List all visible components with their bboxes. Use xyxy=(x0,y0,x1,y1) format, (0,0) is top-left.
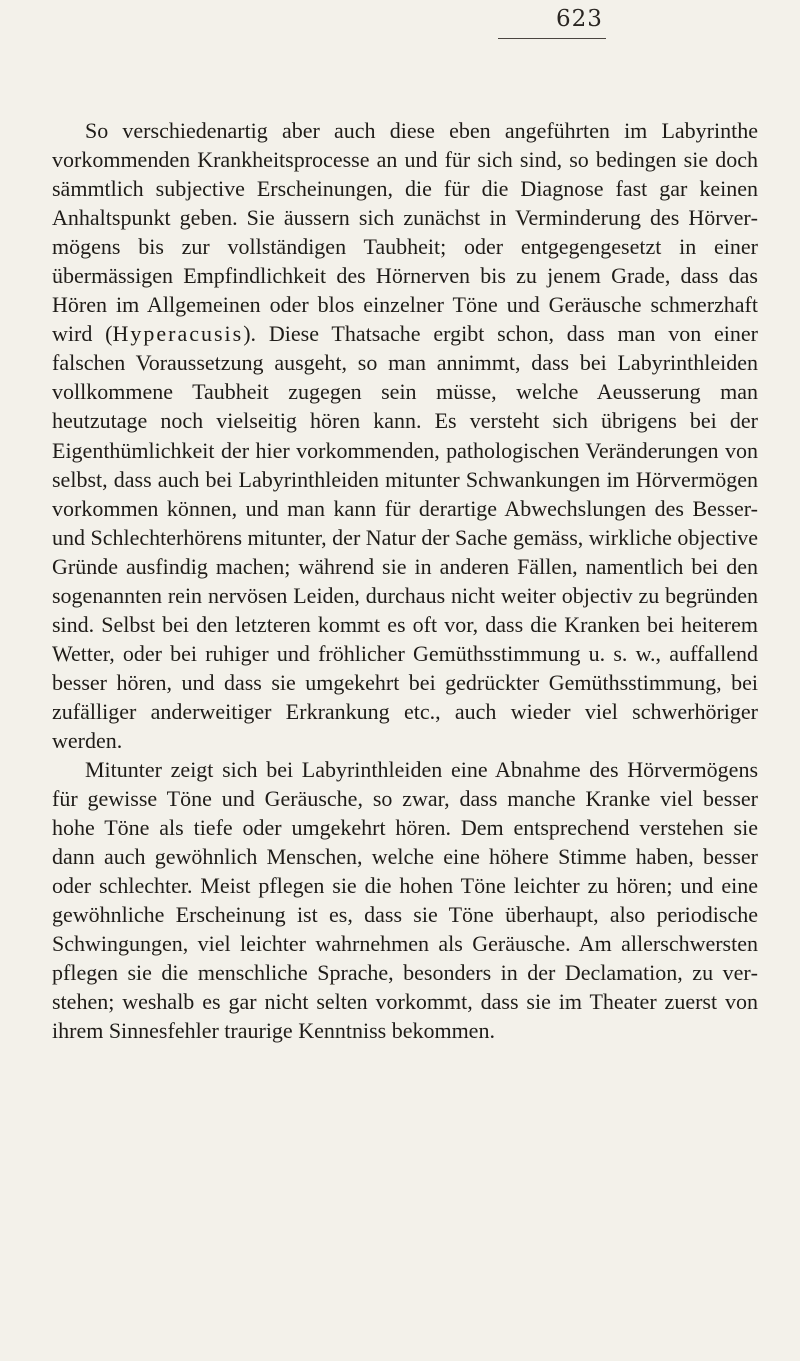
paragraph-1-text-after: ). Diese Thatsache ergibt schon, dass man von einer falschen Voraussetzung ausgeht, so man annimmt, dass bei Labyrinthleiden vollkommene Taubheit zugegen sein müsse, welche Aeusserung man heutzutage noch vielseitig hören kann. Es versteht sich übrigens bei der Eigenthümlichkeit der hier vorkommenden, pathologischen Veränderungen von selbst, dass auch bei Labyrinthleiden mitunter Schwankungen im Hörvermögen vorkommen können, und man kann für derartige Abwechslungen des Besser- und Schlechterhörens mitunter, der Natur der Sache gemäss, wirkliche objective Gründe ausfindig machen; während sie in anderen Fällen, namentlich bei den sogenannten rein nervösen Leiden, durchaus nicht weiter objectiv zu begründen sind. Selbst bei den letzteren kommt es oft vor, dass die Kranken bei heiterem Wetter, oder bei ruhiger und fröhlicher Gemüthsstimmung u. s. w., auffallend besser hören, und dass sie umgekehrt bei gedrückter Gemüthsstimmung, bei zufälliger anderweitiger Erkrankung etc., auch wieder viel schwerhöriger werden. xyxy=(52,321,758,753)
paragraph-1-text-before: So verschiedenartig aber auch diese eben angeführten im Labyrinthe vorkommenden Krankheitsprocesse an und für sich sind, so bedingen sie doch sämmtlich subjective Erscheinungen, die für die Diagnose fast gar keinen Anhaltspunkt geben. Sie äussern sich zunächst in Verminderung des Hörvermögens bis zur vollständigen Taubheit; oder entgegengesetzt in einer übermässigen Empfindlichkeit des Hörnerven bis zu jenem Grade, dass das Hören im Allgemeinen oder blos einzelner Töne und Geräusche schmerzhaft wird ( xyxy=(52,118,758,347)
page-number: 623 xyxy=(556,6,603,32)
paragraph-2: Mitunter zeigt sich bei Labyrinthleiden eine Abnahme des Hörvermögens für gewisse Töne und Geräusche, so zwar, dass manche Kranke viel besser hohe Töne als tiefe oder umgekehrt hören. Dem entsprechend verstehen sie dann auch gewöhnlich Menschen, welche eine höhere Stimme haben, besser oder schlechter. Meist pflegen sie die hohen Töne leichter zu hören; und eine gewöhnliche Erscheinung ist es, dass sie Töne überhaupt, also periodische Schwingungen, viel leichter wahrnehmen als Geräusche. Am allerschwersten pflegen sie die menschliche Sprache, besonders in der Declamation, zu verstehen; weshalb es gar nicht selten vorkommt, dass sie im Theater zuerst von ihrem Sinnesfehler traurige Kenntniss bekommen. xyxy=(52,757,758,1044)
paragraph-1-emphasis-hyperacusis: Hyperacusis xyxy=(112,321,244,347)
page-number-rule xyxy=(498,38,606,39)
body-text xyxy=(52,116,758,1046)
paragraph-1 xyxy=(52,116,758,755)
